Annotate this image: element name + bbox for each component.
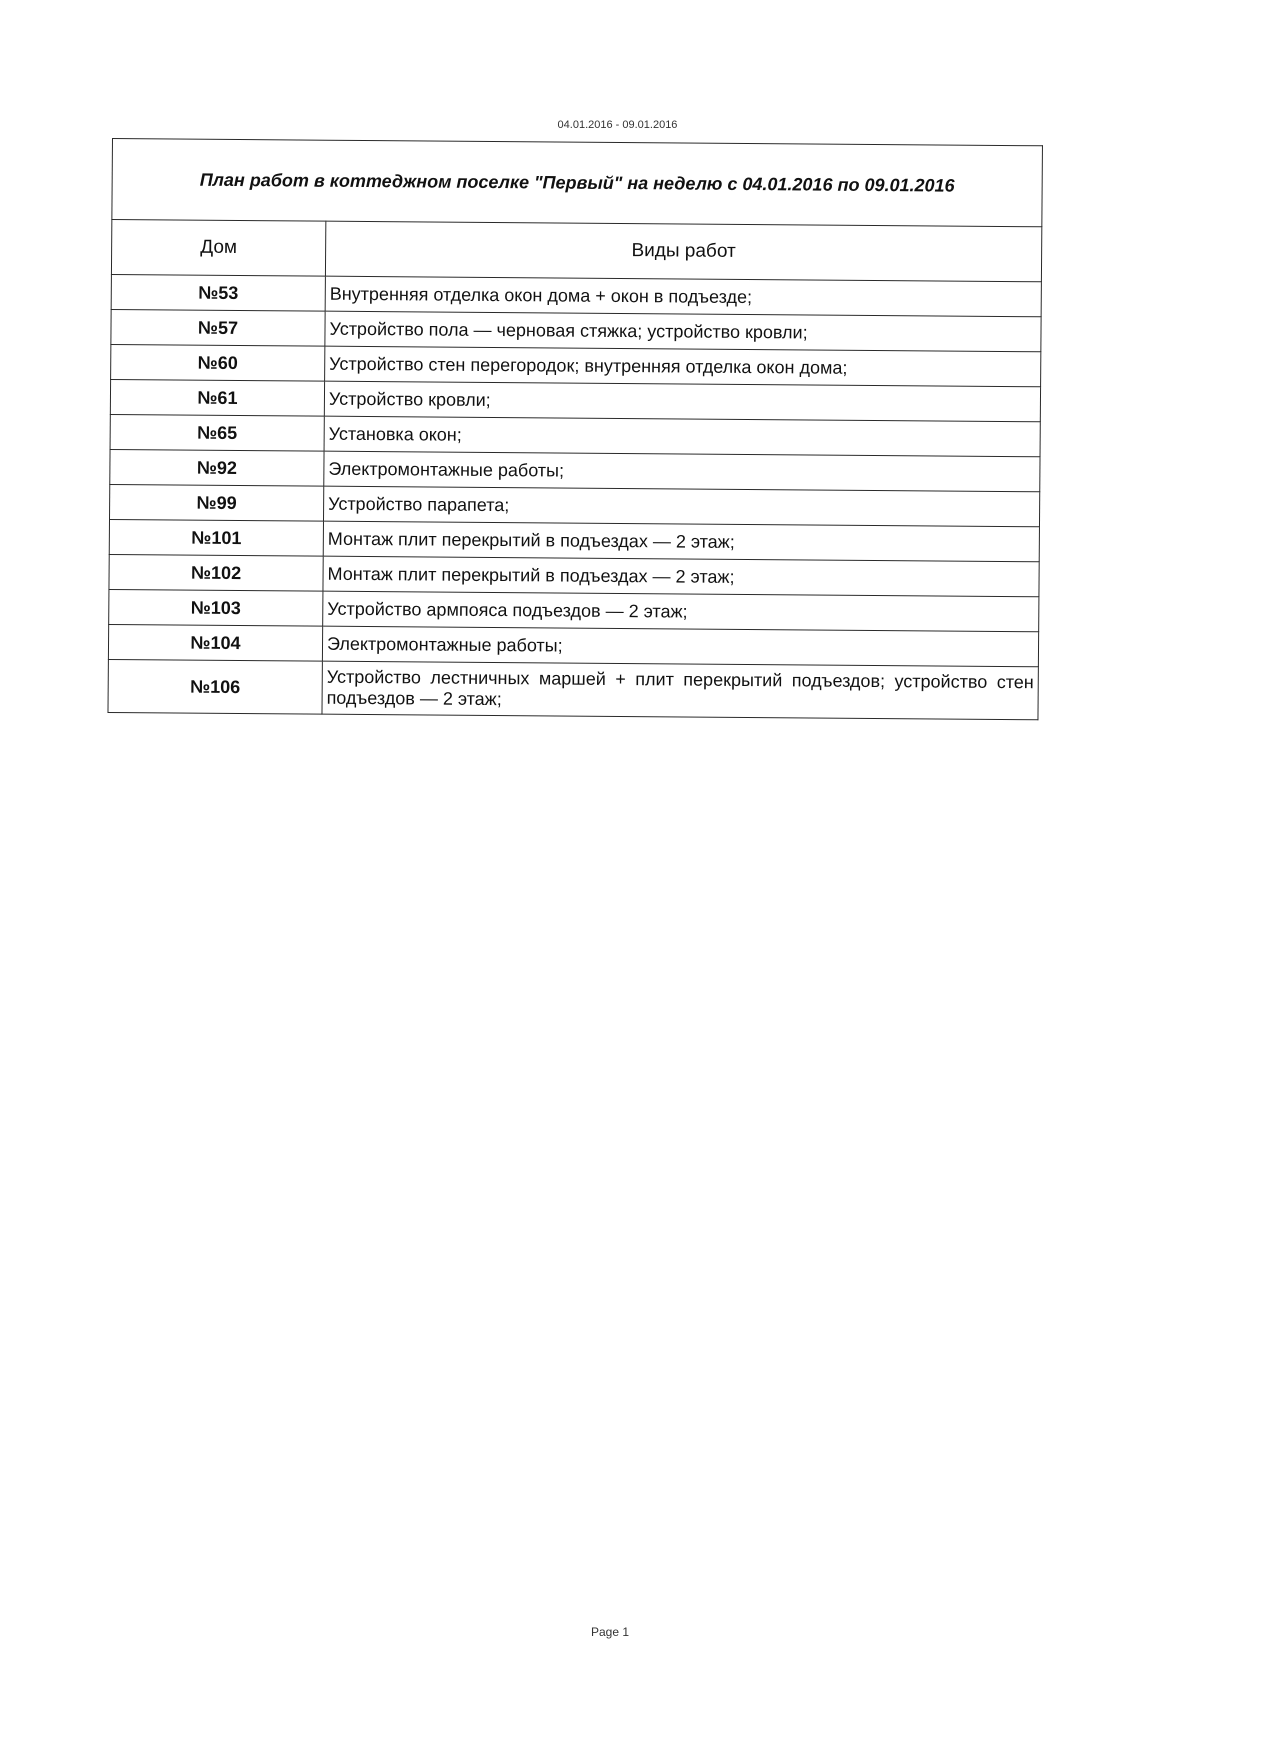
works-cell: Устройство кровли; bbox=[324, 381, 1040, 422]
house-number-cell: №61 bbox=[110, 379, 324, 416]
works-cell: Устройство пола — черновая стяжка; устройство кровли; bbox=[325, 311, 1041, 352]
works-cell: Устройство парапета; bbox=[323, 486, 1039, 527]
house-number-cell: №57 bbox=[111, 309, 325, 346]
house-number-cell: №92 bbox=[110, 449, 324, 486]
works-cell: Электромонтажные работы; bbox=[322, 626, 1038, 667]
page-number: Page 1 bbox=[590, 1625, 630, 1639]
house-number-cell: №60 bbox=[111, 344, 325, 381]
house-number-cell: №103 bbox=[109, 589, 323, 626]
table-title-row bbox=[112, 139, 1043, 227]
works-cell: Устройство лестничных маршей + плит перекрытий подъездов; устройство стен подъездов — 2 этаж; bbox=[322, 661, 1038, 720]
house-number-cell: №99 bbox=[110, 484, 324, 521]
works-cell: Электромонтажные работы; bbox=[324, 451, 1040, 492]
page-header-date-range: 04.01.2016 - 09.01.2016 bbox=[557, 119, 678, 131]
works-cell: Установка окон; bbox=[324, 416, 1040, 457]
works-cell: Монтаж плит перекрытий в подъездах — 2 этаж; bbox=[323, 556, 1039, 597]
works-cell: Устройство стен перегородок; внутренняя отделка окон дома; bbox=[325, 346, 1041, 387]
house-number-cell: №104 bbox=[108, 624, 322, 661]
works-cell: Устройство армпояса подъездов — 2 этаж; bbox=[323, 591, 1039, 632]
house-number-cell: №65 bbox=[110, 414, 324, 451]
house-number-cell: №106 bbox=[108, 659, 322, 714]
house-number-cell: №101 bbox=[109, 519, 323, 556]
table-row bbox=[108, 659, 1038, 719]
column-header-works: Виды работ bbox=[325, 221, 1041, 282]
work-plan-table bbox=[107, 138, 1043, 720]
table-header-row bbox=[111, 220, 1041, 282]
table-title: План работ в коттеджном поселке "Первый" на неделю с 04.01.2016 по 09.01.2016 bbox=[112, 139, 1043, 227]
works-cell: Внутренняя отделка окон дома + окон в подъезде; bbox=[325, 276, 1041, 317]
works-cell: Монтаж плит перекрытий в подъездах — 2 этаж; bbox=[323, 521, 1039, 562]
house-number-cell: №102 bbox=[109, 554, 323, 591]
house-number-cell: №53 bbox=[111, 274, 325, 311]
column-header-house: Дом bbox=[111, 220, 325, 277]
